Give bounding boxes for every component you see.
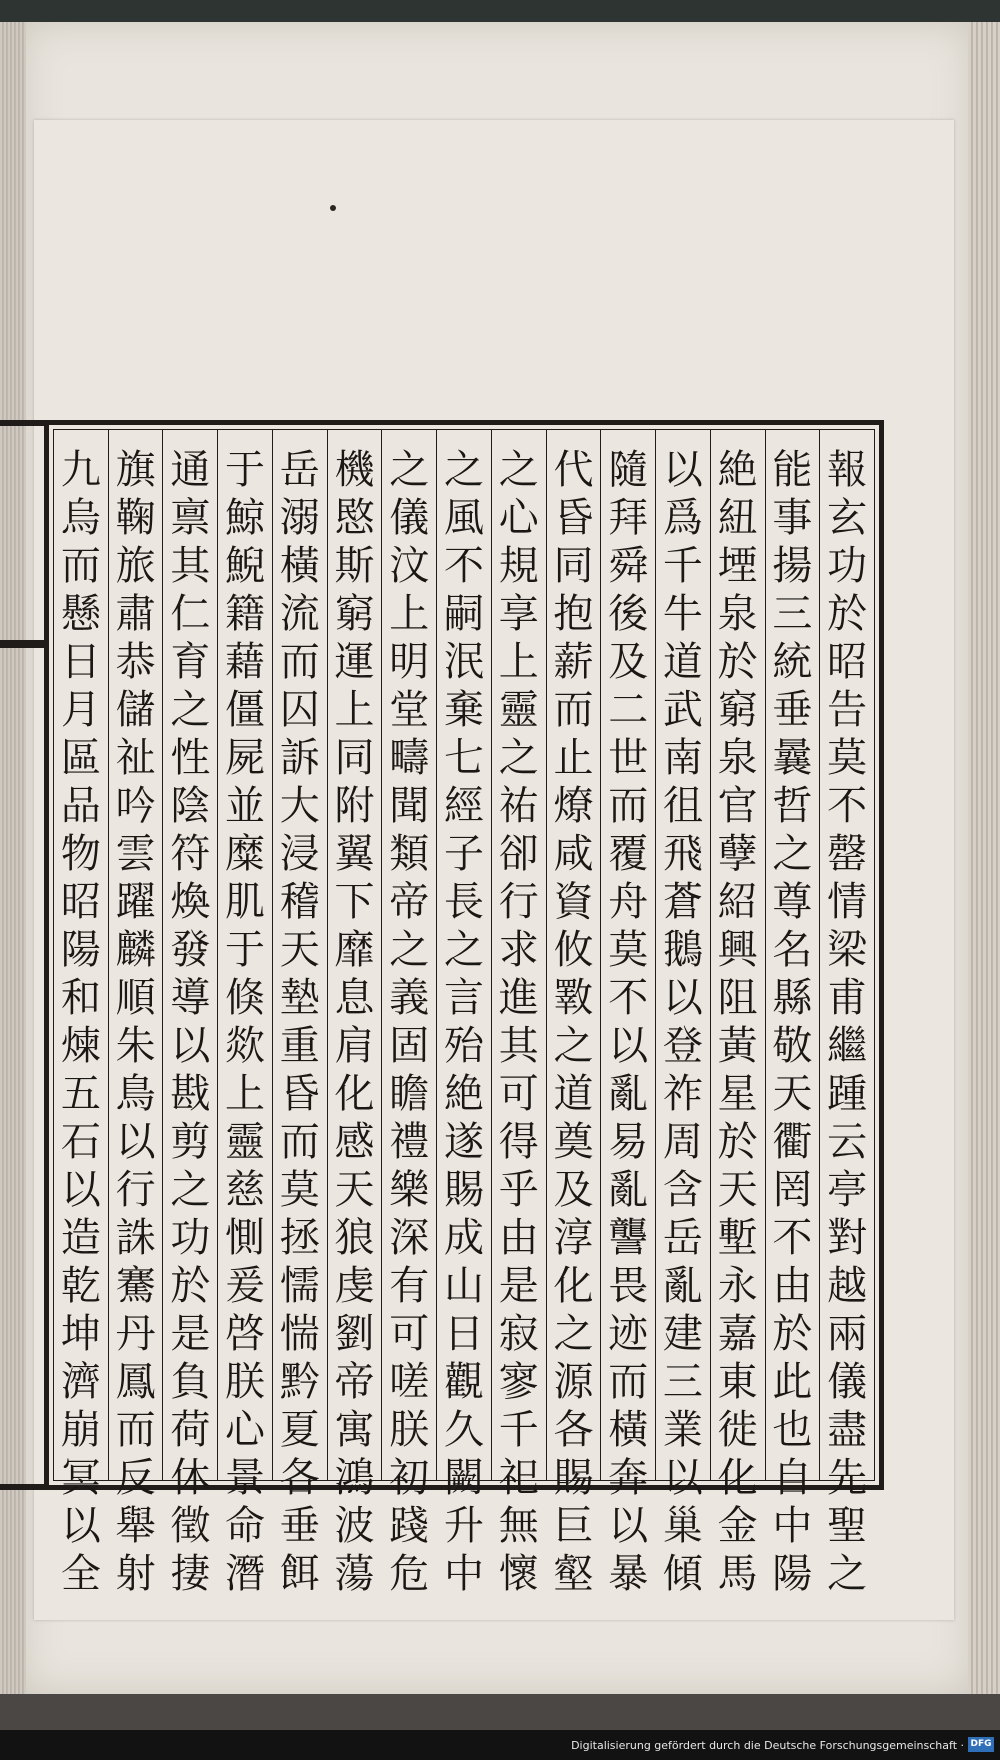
- binding-thread: [0, 420, 48, 426]
- text-column: 能 事 揚 三 統 垂 曩 哲 之 尊 名 縣 敬 天 衢 罔 不 由 於 此 也 自 中 陽: [765, 430, 820, 1480]
- text-columns: [54, 430, 874, 1597]
- dfg-logo: DFG: [968, 1737, 994, 1752]
- scan-top-border: [0, 0, 1000, 22]
- scan-bottom-shadow: [0, 1694, 1000, 1730]
- text-block-frame: [44, 420, 884, 1597]
- text-column: 于 鯨 鯢 籍 藉 僵 屍 並 糜 肌 于 倏 欻 上 靈 慈 惻 爰 啓 朕 心 景 命 潛: [217, 430, 272, 1480]
- text-column: 旗 鞠 旅 肅 恭 儲 祉 吟 雲 躍 麟 順 朱 鳥 以 行 誅 騫 丹 鳳 而 反 舉 射: [108, 430, 163, 1480]
- binding-thread: [0, 1484, 48, 1490]
- text-column: 之 儀 汶 上 明 堂 疇 聞 類 帝 之 義 固 瞻 禮 樂 深 有 可 嗟 朕 初 踐 危: [381, 430, 436, 1480]
- digitization-credit: Digitalisierung gefördert durch die Deutsche Forschungsgemeinschaft ·: [571, 1739, 964, 1752]
- text-column: 以 爲 千 牛 道 武 南 徂 飛 蒼 鵝 以 登 祚 周 含 岳 亂 建 三 業 以 巢 傾: [655, 430, 710, 1480]
- page-stack-right-edge: [968, 22, 1000, 1694]
- text-column: 隨 拜 舜 後 及 二 世 而 覆 舟 莫 不 以 亂 易 亂 讋 畏 迹 而 橫 奔 以 暴: [600, 430, 655, 1480]
- text-column: 代 昏 同 抱 薪 而 止 燎 咸 資 攸 斁 之 道 奠 及 淳 化 之 源 各 賜 巨 壑: [546, 430, 601, 1480]
- ink-dot: [330, 205, 336, 211]
- text-column: 岳 溺 橫 流 而 囚 訴 大 浸 稽 天 墊 重 昏 而 莫 拯 懦 惴 黔 夏 各 垂 餌: [272, 430, 327, 1480]
- text-column: 九 烏 而 懸 日 月 區 品 物 昭 陽 和 煉 五 石 以 造 乾 坤 濟 崩 冥 以 全: [60, 447, 101, 1597]
- text-block-inner-border: [53, 429, 875, 1597]
- text-column: 通 禀 其 仁 育 之 性 陰 符 煥 發 導 以 戡 剪 之 功 於 是 負 荷 休 徵 捿: [162, 430, 217, 1480]
- text-column: 報 玄 功 於 昭 告 莫 不 罄 情 梁 甫 繼 踵 云 亭 對 越 兩 儀 盡 先 聖 之: [819, 430, 874, 1480]
- text-column: 之 風 不 嗣 泯 棄 七 經 子 長 之 言 殆 絶 遂 賜 成 山 日 觀 久 闕 升 中: [436, 430, 491, 1480]
- text-column: 之 心 規 享 上 靈 之 祐 卻 行 求 進 其 可 得 乎 由 是 寂 寥 千 祀 無 懷: [491, 430, 546, 1480]
- text-column: 絶 紐 堙 泉 於 窮 泉 官 孽 紹 興 阻 黃 星 於 天 塹 永 嘉 東 徙 化 金 馬: [710, 430, 765, 1480]
- binding-thread: [0, 640, 48, 648]
- text-column: 機 愍 斯 窮 運 上 同 附 翼 下 靡 息 肩 化 感 天 狼 虔 劉 帝 寓 鴻 波 蕩: [327, 430, 382, 1480]
- page-stack-left-edge: [0, 22, 26, 1694]
